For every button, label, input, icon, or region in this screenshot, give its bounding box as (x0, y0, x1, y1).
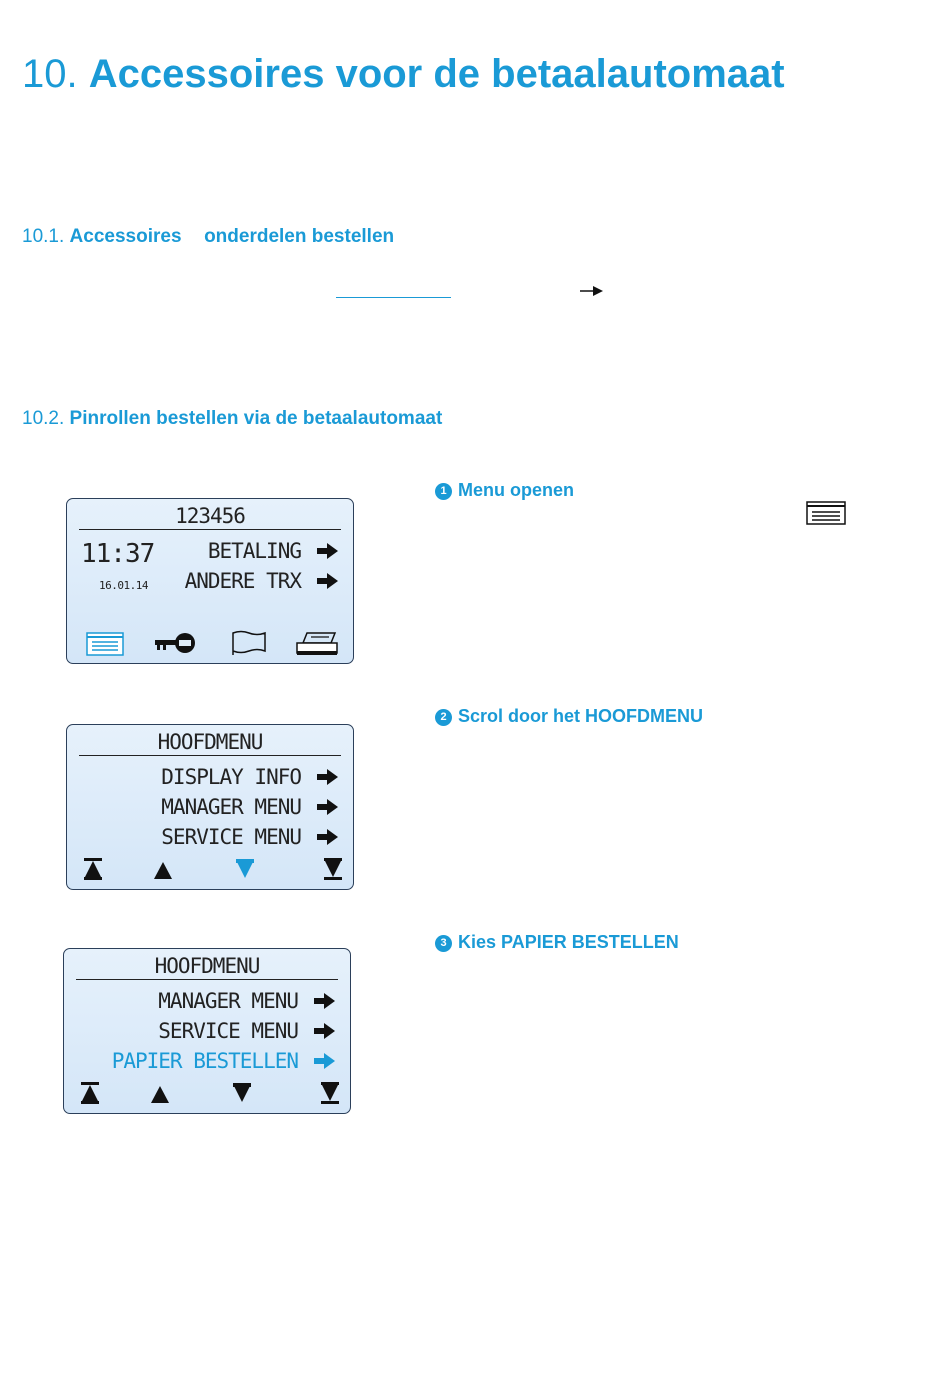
row-label: MANAGER MENU (161, 795, 301, 819)
section-number: 10.1. (22, 226, 65, 247)
arrow-up-icon[interactable] (151, 855, 175, 883)
arrow-down-icon[interactable] (230, 1079, 254, 1107)
softkey-bar (77, 629, 343, 657)
menu-row-papier-bestellen[interactable] (112, 1047, 336, 1075)
hyperlink-underline[interactable] (336, 297, 451, 298)
row-label: SERVICE MENU (158, 1019, 298, 1043)
arrow-right-icon (312, 992, 336, 1010)
terminal-screen-hoofdmenu (66, 724, 354, 890)
screen-title: 123456 (79, 503, 341, 530)
terminal-screen-home (66, 498, 354, 664)
menu-icon[interactable] (85, 629, 125, 657)
arrow-right-icon (312, 1022, 336, 1040)
softkey-bar (77, 855, 343, 883)
key-icon[interactable] (153, 629, 199, 657)
menu-row-manager-menu[interactable] (158, 987, 336, 1015)
step-3-heading (435, 932, 679, 953)
section-title-part-a: Accessoires (69, 226, 182, 247)
screen-title: HOOFDMENU (76, 953, 338, 980)
arrow-right-icon (315, 572, 339, 590)
section-title: Pinrollen bestellen via de betaalautomaat (69, 408, 443, 429)
section-heading-accessoires (22, 226, 394, 248)
menu-row-service-menu[interactable] (161, 823, 339, 851)
row-label: MANAGER MENU (158, 989, 298, 1013)
chapter-heading (22, 52, 785, 97)
screen-clock: 11:37 (81, 539, 155, 569)
menu-row-andere-trx[interactable] (185, 567, 339, 595)
step-label: Scrol door het HOOFDMENU (458, 706, 704, 726)
flag-icon[interactable] (229, 629, 269, 657)
step-label: Menu openen (458, 480, 574, 500)
arrow-up-icon[interactable] (148, 1079, 172, 1107)
menu-icon (806, 501, 846, 525)
arrow-right-icon (315, 828, 339, 846)
row-label: ANDERE TRX (184, 569, 301, 593)
step-badge: 3 (435, 935, 452, 952)
row-label: DISPLAY INFO (161, 765, 301, 789)
row-label: PAPIER BESTELLEN (111, 1049, 298, 1073)
page-up-icon[interactable] (78, 1079, 102, 1107)
page-up-icon[interactable] (81, 855, 105, 883)
menu-row-service-menu[interactable] (158, 1017, 336, 1045)
section-number: 10.2. (22, 408, 65, 429)
menu-row-betaling[interactable] (208, 537, 339, 565)
step-2-heading (435, 706, 703, 727)
section-title-part-b: onderdelen bestellen (204, 226, 395, 247)
menu-row-display-info[interactable] (161, 763, 339, 791)
chapter-number: 10. (22, 52, 78, 96)
page-down-icon[interactable] (321, 855, 345, 883)
screen-title: HOOFDMENU (79, 729, 341, 756)
right-arrow-icon (579, 284, 605, 298)
page-down-icon[interactable] (318, 1079, 342, 1107)
arrow-down-icon[interactable] (233, 855, 257, 883)
terminal-screen-papier-bestellen (63, 948, 351, 1114)
arrow-right-icon (315, 542, 339, 560)
step-label: Kies PAPIER BESTELLEN (458, 932, 679, 952)
arrow-right-icon (312, 1052, 336, 1070)
step-1-heading (435, 480, 574, 501)
arrow-right-icon (315, 768, 339, 786)
chapter-title: Accessoires voor de betaalautomaat (88, 52, 785, 96)
printer-icon[interactable] (293, 629, 341, 657)
section-heading-pinrollen (22, 408, 442, 430)
menu-row-manager-menu[interactable] (161, 793, 339, 821)
arrow-right-icon (315, 798, 339, 816)
softkey-bar (74, 1079, 340, 1107)
row-label: BETALING (207, 539, 301, 563)
screen-date: 16.01.14 (99, 579, 148, 592)
row-label: SERVICE MENU (161, 825, 301, 849)
step-badge: 1 (435, 483, 452, 500)
step-badge: 2 (435, 709, 452, 726)
